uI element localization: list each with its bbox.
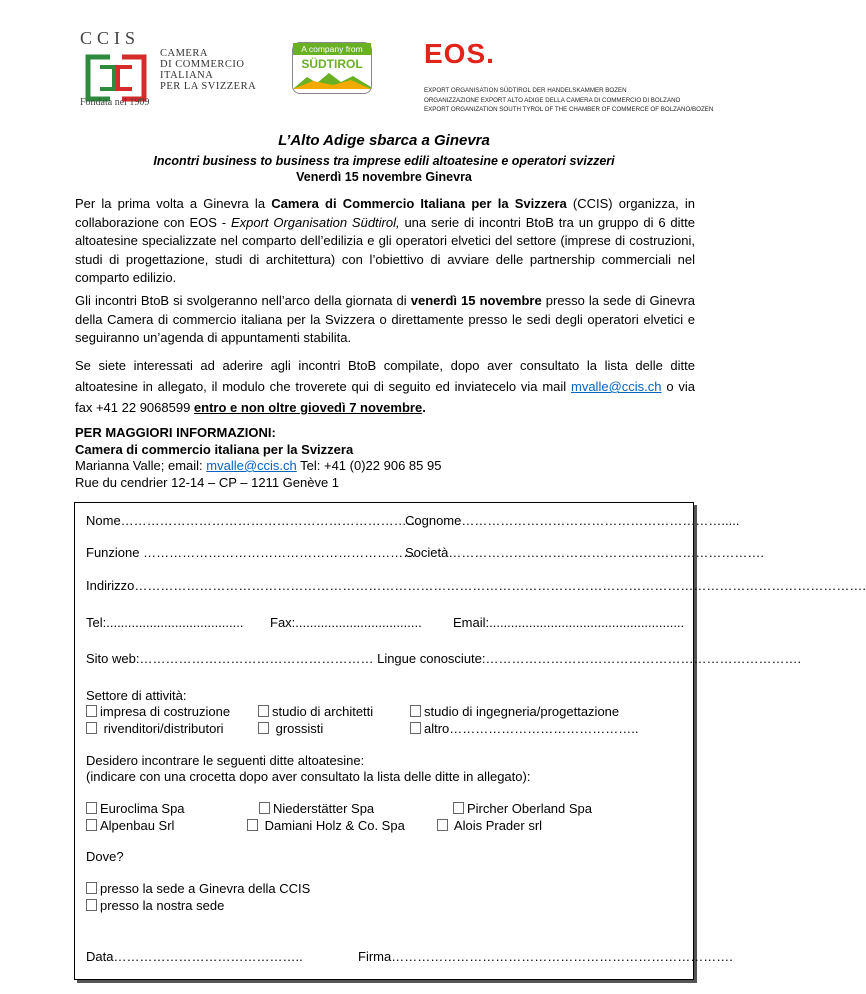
- checkbox[interactable]: [86, 722, 97, 734]
- firma-field[interactable]: Firma…………………………………………………………………….: [358, 949, 733, 964]
- ditta-option[interactable]: [247, 818, 405, 833]
- dove-label: Dove?: [86, 849, 124, 864]
- event-date: Venerdì 15 novembre Ginevra: [296, 170, 472, 184]
- checkbox[interactable]: [258, 705, 269, 717]
- option-label: Damiani Holz & Co. Spa: [264, 818, 405, 833]
- settore-option[interactable]: [410, 721, 639, 736]
- tel-field[interactable]: Tel:......................................: [86, 615, 244, 630]
- option-label: altro……………………………………..: [424, 721, 639, 736]
- sito-lingue-field[interactable]: Sito web:……………………………………………… Lingue conosciute:……………………………………………………………….: [86, 651, 802, 666]
- text: Tel: +41 (0)22 906 85 95: [296, 458, 442, 473]
- option-label: studio di architetti: [272, 704, 374, 719]
- mountains-icon: [293, 71, 371, 89]
- eos-line: ORGANIZZAZIONE EXPORT ALTO ADIGE DELLA CAMERA DI COMMERCIO DI BOLZANO: [424, 96, 681, 104]
- checkbox[interactable]: [86, 705, 97, 717]
- option-label: Niederstätter Spa: [273, 801, 375, 816]
- checkbox[interactable]: [453, 802, 464, 814]
- ccis-logo: [80, 28, 270, 110]
- eos-description: [424, 86, 713, 115]
- text: Se siete interessati ad aderire agli incontri BtoB compilate, dopo aver consultato la lista delle ditte altoatesine in allegato, il modulo che troverete qui di seguito ed inviatecelo via mail: [75, 358, 695, 394]
- text: (CCIS) organizza, in collaborazione con EOS -: [75, 196, 695, 230]
- settore-label: Settore di attività:: [86, 688, 187, 703]
- option-label: presso la sede a Ginevra della CCIS: [100, 881, 311, 896]
- option-label: Euroclima Spa: [100, 801, 185, 816]
- ditta-option[interactable]: [453, 801, 592, 816]
- nome-field[interactable]: Nome……………………………………………………………: [86, 513, 420, 528]
- fax-field[interactable]: Fax:...................................: [270, 615, 422, 630]
- instructions-paragraph: [75, 355, 695, 418]
- checkbox[interactable]: [86, 899, 97, 911]
- settore-option[interactable]: [410, 704, 619, 719]
- page-title: L’Alto Adige sbarca a Ginevra: [278, 132, 490, 149]
- ccis-org-line: DI COMMERCIO: [160, 59, 245, 70]
- ccis-name: CCIS: [80, 28, 141, 48]
- ccis-founded: Fondata nel 1909: [80, 97, 150, 108]
- eos-name-italic: Export Organisation Südtirol,: [230, 214, 400, 230]
- ditta-option[interactable]: [259, 801, 374, 816]
- schedule-paragraph: [75, 292, 695, 348]
- ccis-org-name: [160, 48, 256, 92]
- settore-option[interactable]: [258, 704, 373, 719]
- ditte-label: Desidero incontrare le seguenti ditte altoatesine:: [86, 753, 365, 768]
- option-label: presso la nostra sede: [100, 898, 225, 913]
- ccis-org-line: CAMERA: [160, 48, 208, 59]
- text: presso la sede di Ginevra della Camera di commercio italiana per la Svizzera o direttamente presso le sedi degli operatori elvetici e seguiranno un’agenda di appuntamenti stabilita.: [75, 293, 695, 345]
- option-label: grossisti: [275, 721, 324, 736]
- sudtirol-brand: SÜDTIROL: [301, 57, 363, 71]
- eos-logo: EOS.: [424, 38, 495, 69]
- checkbox[interactable]: [410, 722, 421, 734]
- settore-option[interactable]: [258, 721, 323, 736]
- option-label: rivenditori/distributori: [103, 721, 224, 736]
- info-heading: PER MAGGIORI INFORMAZIONI:: [75, 425, 276, 440]
- checkbox[interactable]: [247, 819, 258, 831]
- ccis-name-bold: Camera di Commercio Italiana per la Svizzera: [271, 196, 567, 211]
- checkbox[interactable]: [258, 722, 269, 734]
- eos-line: EXPORT ORGANISATION SÜDTIROL DER HANDELSKAMMER BOZEN: [424, 87, 627, 94]
- text: Marianna Valle; email:: [75, 458, 207, 473]
- option-label: impresa di costruzione: [100, 704, 231, 719]
- checkbox[interactable]: [86, 882, 97, 894]
- checkbox[interactable]: [437, 819, 448, 831]
- ditte-note: (indicare con una crocetta dopo aver consultato la lista delle ditte in allegato):: [86, 769, 531, 784]
- text: o via fax +41 22 9068599: [75, 379, 695, 415]
- checkbox[interactable]: [86, 802, 97, 814]
- funzione-field[interactable]: Funzione ………………………………………………………: [86, 545, 417, 560]
- intro-paragraph: [75, 195, 695, 288]
- text: .: [422, 400, 426, 415]
- ccis-org-line: PER LA SVIZZERA: [160, 81, 257, 92]
- ccis-emblem-icon: [82, 53, 150, 103]
- option-label: Pircher Oberland Spa: [467, 801, 593, 816]
- checkbox[interactable]: [86, 819, 97, 831]
- option-label: studio di ingegneria/progettazione: [424, 704, 620, 719]
- info-org: Camera di commercio italiana per la Svizzera: [75, 441, 354, 457]
- checkbox[interactable]: [410, 705, 421, 717]
- info-contact: [75, 458, 695, 475]
- registration-form: [74, 502, 866, 980]
- dove-option[interactable]: [86, 898, 224, 913]
- societa-field[interactable]: Società……………………………………………………………….: [405, 545, 764, 560]
- option-label: Alois Prader srl: [453, 818, 543, 833]
- eos-line: EXPORT ORGANIZATION SOUTH TYROL OF THE CHAMBER OF COMMERCE OF BOLZANO/BOZEN: [424, 106, 714, 113]
- ditta-option[interactable]: [437, 818, 542, 833]
- sudtirol-logo: [292, 42, 372, 94]
- ccis-org-line: ITALIANA: [160, 70, 214, 81]
- info-email-link[interactable]: mvalle@ccis.ch: [206, 458, 297, 473]
- option-label: Alpenbau Srl: [100, 818, 175, 833]
- dove-option[interactable]: [86, 881, 310, 896]
- contact-info: [75, 425, 695, 491]
- checkbox[interactable]: [259, 802, 270, 814]
- text: Per la prima volta a Ginevra la: [75, 196, 272, 211]
- page-subtitle: Incontri business to business tra imprese edili altoatesine e operatori svizzeri: [153, 154, 615, 168]
- text: Gli incontri BtoB si svolgeranno nell’arco della giornata di: [75, 293, 411, 308]
- text: una serie di incontri BtoB tra un gruppo di 6 ditte altoatesine specializzate nel comparto dell’edilizia e gli operatori elvetici del settore (imprese di costruzioni, studi di progettazione, studi di architettura) con l’obiettivo di avviare delle partnership commerciali nel comparto edilizio.: [75, 214, 695, 285]
- date-bold: venerdì 15 novembre: [410, 293, 542, 308]
- email-field[interactable]: Email:......................................................: [453, 615, 685, 630]
- settore-option[interactable]: [86, 721, 224, 736]
- settore-option[interactable]: [86, 704, 230, 719]
- ditta-option[interactable]: [86, 818, 174, 833]
- indirizzo-field[interactable]: Indirizzo…………………………………………………………………………………………………………………………………………………….: [86, 578, 866, 593]
- deadline: entro e non oltre giovedì 7 novembre: [193, 400, 423, 415]
- ditta-option[interactable]: [86, 801, 185, 816]
- data-field[interactable]: Data……………………………………..: [86, 949, 303, 964]
- email-link[interactable]: mvalle@ccis.ch: [571, 379, 662, 394]
- cognome-field[interactable]: Cognome…………………………………………………….....: [405, 513, 740, 528]
- sudtirol-tagline: A company from: [293, 43, 371, 55]
- info-address: Rue du cendrier 12-14 – CP – 1211 Genève 1: [75, 474, 340, 490]
